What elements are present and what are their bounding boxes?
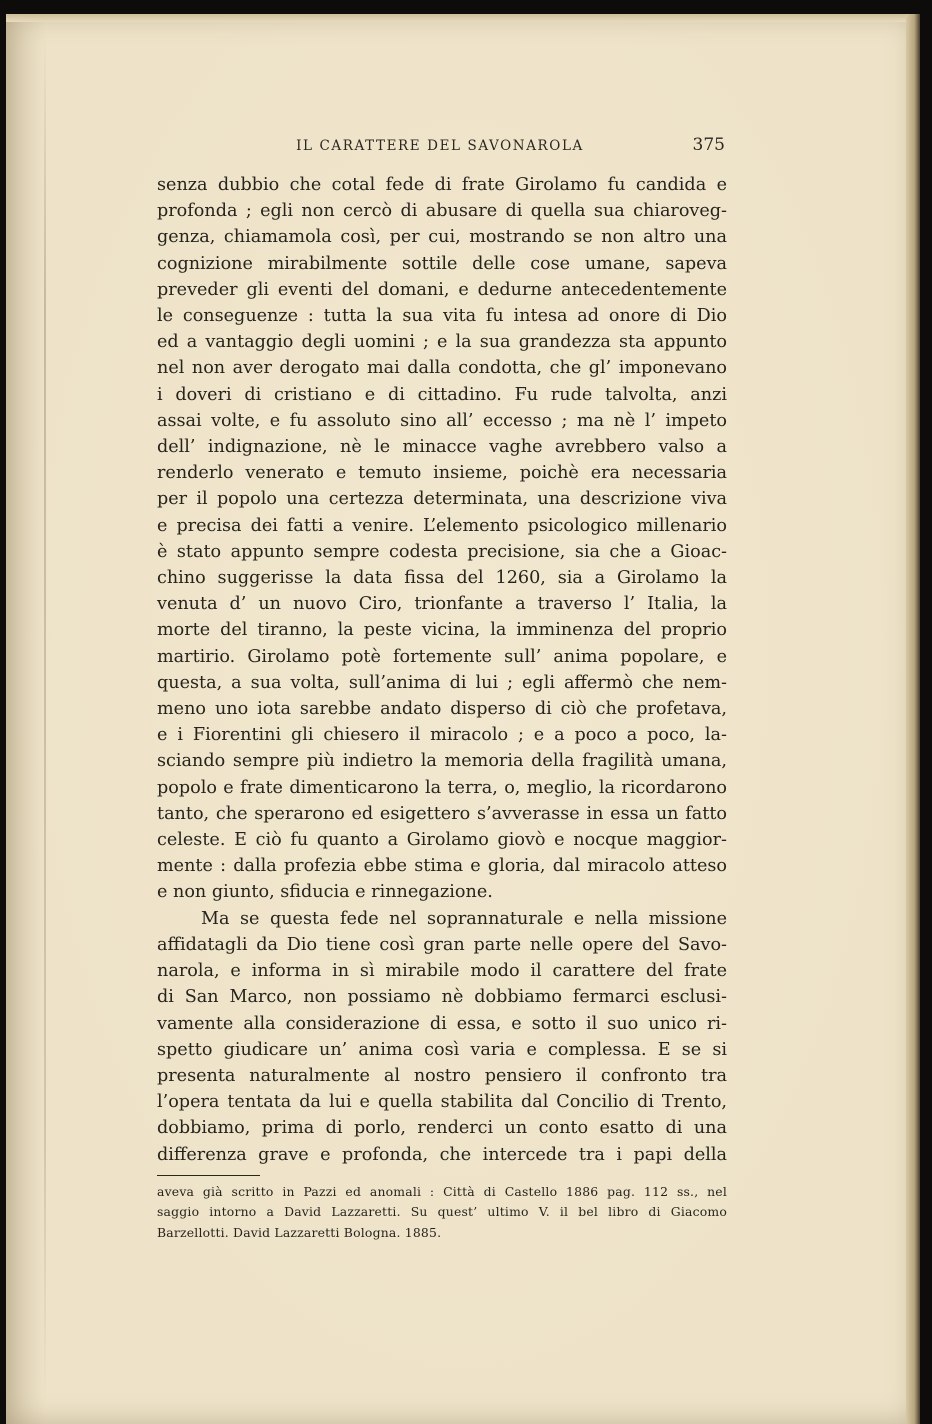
text-line: celeste. E ciò fu quanto a Girolamo giovò e nocque maggior- bbox=[157, 830, 727, 851]
text-line: ed a vantaggio degli uomini ; e la sua grandezza sta appunto bbox=[157, 332, 727, 353]
paragraph-end-line: e non giunto, sfiducia e rinnegazione. bbox=[157, 882, 493, 903]
text-line: senza dubbio che cotal fede di frate Girolamo fu candida e bbox=[157, 175, 727, 195]
text-line: venuta d’ un nuovo Ciro, trionfante a traverso l’ Italia, la bbox=[157, 594, 727, 615]
text-line: dell’ indignazione, nè le minacce vaghe avrebbero valso a bbox=[157, 437, 727, 458]
text-line: nel non aver derogato mai dalla condotta, che gl’ imponevano bbox=[157, 358, 727, 379]
footnote bbox=[157, 1182, 727, 1243]
footnote-line: aveva già scritto in Pazzi ed anomali : Città di Castello 1886 pag. 112 ss., nel bbox=[157, 1184, 727, 1199]
text-line: narola, e informa in sì mirabile modo il carattere del frate bbox=[157, 961, 727, 982]
text-line: cognizione mirabilmente sottile delle cose umane, sapeva bbox=[157, 253, 727, 274]
main-text bbox=[157, 172, 727, 1168]
text-line: genza, chiamamola così, per cui, mostrando se non altro una bbox=[157, 227, 727, 248]
footnote-line: Barzellotti. David Lazzaretti Bologna. 1885. bbox=[157, 1224, 442, 1240]
text-line: spetto giudicare un’ anima così varia e complessa. E se si bbox=[157, 1039, 727, 1060]
footnote-line: saggio intorno a David Lazzaretti. Su quest’ ultimo V. il bel libro di Giacomo bbox=[157, 1204, 727, 1220]
text-line: è stato appunto sempre codesta precisione, sia che a Gioac- bbox=[157, 541, 727, 562]
text-line: dobbiamo, prima di porlo, renderci un conto esatto di una bbox=[157, 1118, 727, 1139]
text-line: renderlo venerato e temuto insieme, poichè era necessaria bbox=[157, 463, 727, 484]
text-line: l’opera tentata da lui e quella stabilita dal Concilio di Trento, bbox=[157, 1092, 727, 1113]
page-right-edge bbox=[906, 14, 920, 1424]
text-line: popolo e frate dimenticarono la terra, o, meglio, la ricordarono bbox=[157, 777, 727, 798]
text-line: mente : dalla profezia ebbe stima e gloria, dal miracolo atteso bbox=[157, 856, 727, 877]
text-line: e precisa dei fatti a venire. L’elemento psicologico millenario bbox=[157, 515, 727, 536]
text-line: le conseguenze : tutta la sua vita fu intesa ad onore di Dio bbox=[157, 306, 727, 327]
text-line: tanto, che sperarono ed esigettero s’avverasse in essa un fatto bbox=[157, 803, 727, 824]
text-line: profonda ; egli non cercò di abusare di quella sua chiaroveg- bbox=[157, 201, 727, 222]
text-line: martirio. Girolamo potè fortemente sull’ anima popolare, e bbox=[157, 646, 727, 667]
text-line: i doveri di cristiano e di cittadino. Fu rude talvolta, anzi bbox=[157, 384, 727, 405]
text-line: presenta naturalmente al nostro pensiero il confronto tra bbox=[157, 1065, 727, 1086]
text-line: chino suggerisse la data fissa del 1260, sia a Girolamo la bbox=[157, 568, 727, 589]
text-line: di San Marco, non possiamo nè dobbiamo fermarci esclusi- bbox=[157, 987, 727, 1008]
page-top-edge bbox=[6, 14, 920, 22]
running-header bbox=[155, 136, 725, 158]
text-line: morte del tiranno, la peste vicina, la imminenza del proprio bbox=[157, 620, 727, 641]
text-line: meno uno iota sarebbe andato disperso di ciò che profetava, bbox=[157, 699, 727, 720]
text-line: per il popolo una certezza determinata, una descrizione viva bbox=[157, 489, 727, 510]
text-line: vamente alla considerazione di essa, e sotto il suo unico ri- bbox=[157, 1013, 727, 1034]
text-line: preveder gli eventi del domani, e dedurne antecedentemente bbox=[157, 279, 727, 300]
text-line: questa, a sua volta, sull’anima di lui ; egli affermò che nem- bbox=[157, 672, 727, 693]
footnote-rule bbox=[157, 1175, 260, 1176]
text-line: differenza grave e profonda, che intercede tra i papi della bbox=[157, 1144, 727, 1165]
page-number: 375 bbox=[692, 135, 725, 155]
text-line: affidatagli da Dio tiene così gran parte nelle opere del Savo- bbox=[157, 934, 727, 955]
paragraph-start-line: Ma se questa fede nel soprannaturale e nella missione bbox=[201, 908, 727, 929]
binding-fold bbox=[44, 30, 46, 1410]
text-line: e i Fiorentini gli chiesero il miracolo ; e a poco a poco, la- bbox=[157, 725, 727, 746]
text-line: assai volte, e fu assoluto sino all’ eccesso ; ma nè l’ impeto bbox=[157, 410, 727, 431]
text-line: sciando sempre più indietro la memoria della fragilità umana, bbox=[157, 751, 727, 772]
running-title: IL CARATTERE DEL SAVONAROLA bbox=[296, 138, 584, 154]
